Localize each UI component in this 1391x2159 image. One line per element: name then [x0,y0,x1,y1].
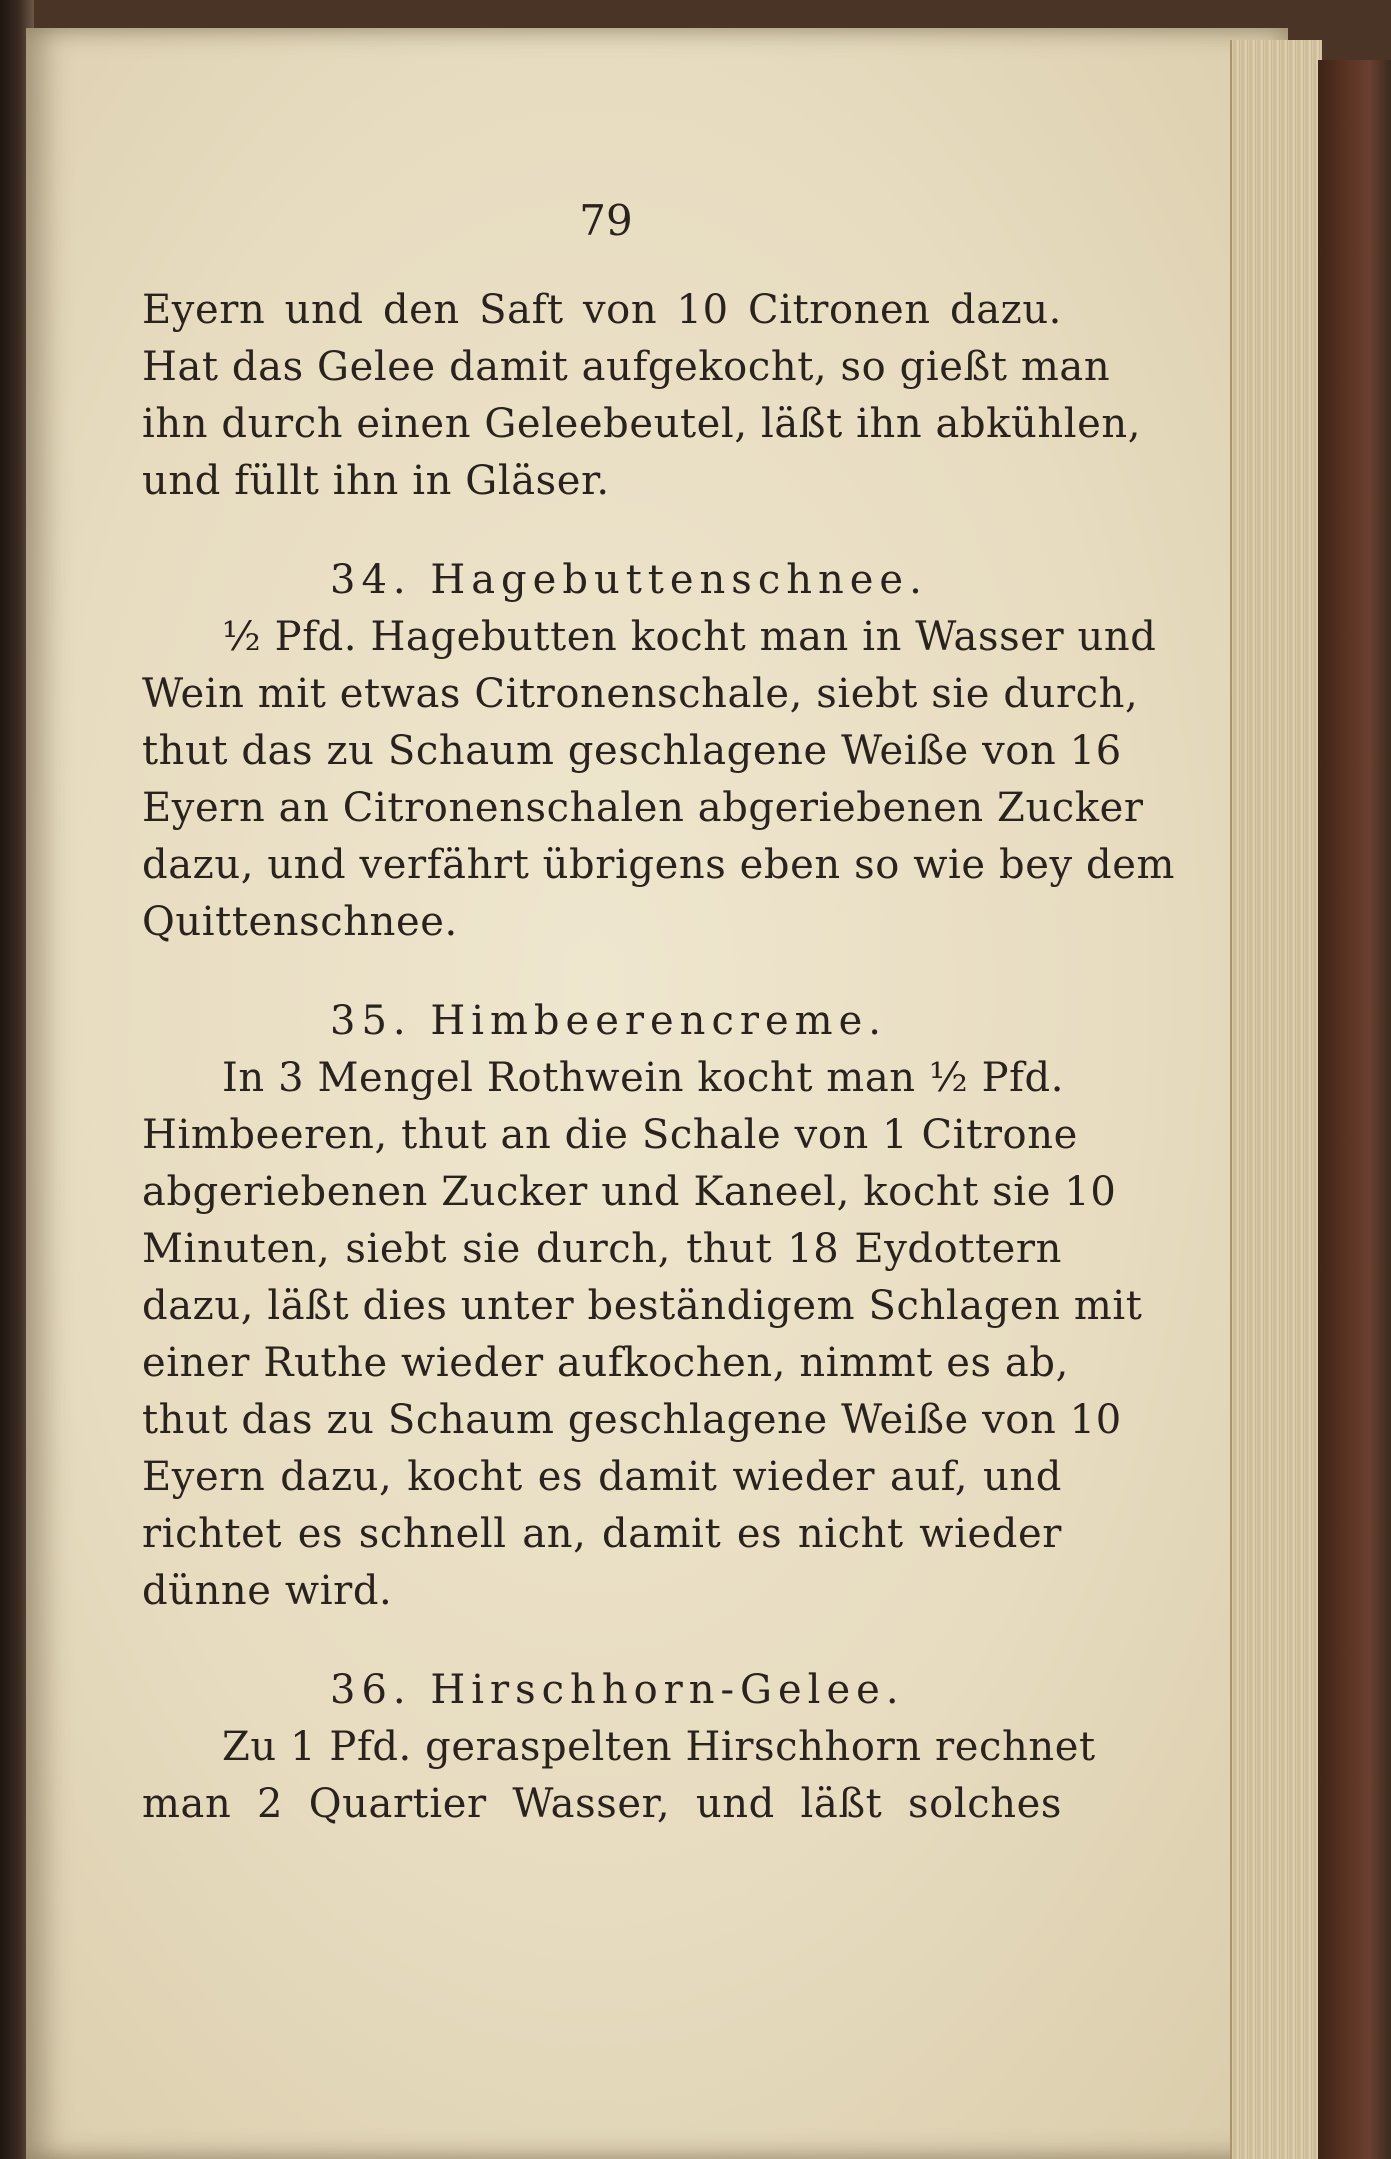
recipe-heading-34: 34. Hagebuttenschnee. [330,557,928,603]
right-cover [1318,60,1391,2159]
text-line: Eyern und den Saft von 10 Citronen dazu. [142,287,1062,333]
text-line: ½ Pfd. Hagebutten kocht man in Wasser und [222,614,1157,660]
text-line: Hat das Gelee damit aufgekocht, so gießt man [142,344,1111,390]
text-line: und füllt ihn in Gläser. [142,458,610,504]
text-line: Zu 1 Pfd. geraspelten Hirschhorn rechnet [222,1724,1096,1770]
page-number: 79 [579,196,633,245]
text-line: Himbeeren, thut an die Schale von 1 Citrone [142,1112,1078,1158]
text-line: ihn durch einen Geleebeutel, läßt ihn abkühlen, [142,401,1142,447]
recipe-35-body [142,1050,1143,1620]
text-line: Wein mit etwas Citronenschale, siebt sie durch, [142,671,1139,717]
text-line: thut das zu Schaum geschlagene Weiße von 10 [142,1397,1122,1443]
text-line: Minuten, siebt sie durch, thut 18 Eydottern [142,1226,1062,1272]
recipe-heading-35: 35. Himbeerencreme. [330,998,887,1044]
text-line: Eyern an Citronenschalen abgeriebenen Zucker [142,785,1144,831]
text-line: thut das zu Schaum geschlagene Weiße von 16 [142,728,1122,774]
text-line: dazu, läßt dies unter beständigem Schlagen mit [142,1283,1143,1329]
intro-paragraph [142,282,1142,510]
text-line: einer Ruthe wieder aufkochen, nimmt es ab, [142,1340,1069,1386]
text-line: Eyern dazu, kocht es damit wieder auf, und [142,1454,1062,1500]
text-line: richtet es schnell an, damit es nicht wieder [142,1511,1062,1557]
text-line: dazu, und verfährt übrigens eben so wie bey dem [142,842,1176,888]
text-line: dünne wird. [142,1568,393,1614]
recipe-heading-36: 36. Hirschhorn-Gelee. [330,1667,905,1713]
recipe-34-body [142,609,1176,951]
recipe-36-body [142,1719,1096,1833]
text-line: In 3 Mengel Rothwein kocht man ½ Pfd. [222,1055,1065,1101]
text-line: abgeriebenen Zucker und Kaneel, kocht sie 10 [142,1169,1117,1215]
page-text [142,282,1176,1833]
page-edges [1230,40,1322,2159]
text-line: man 2 Quartier Wasser, und läßt solches [142,1781,1062,1827]
text-line: Quittenschnee. [142,899,458,945]
